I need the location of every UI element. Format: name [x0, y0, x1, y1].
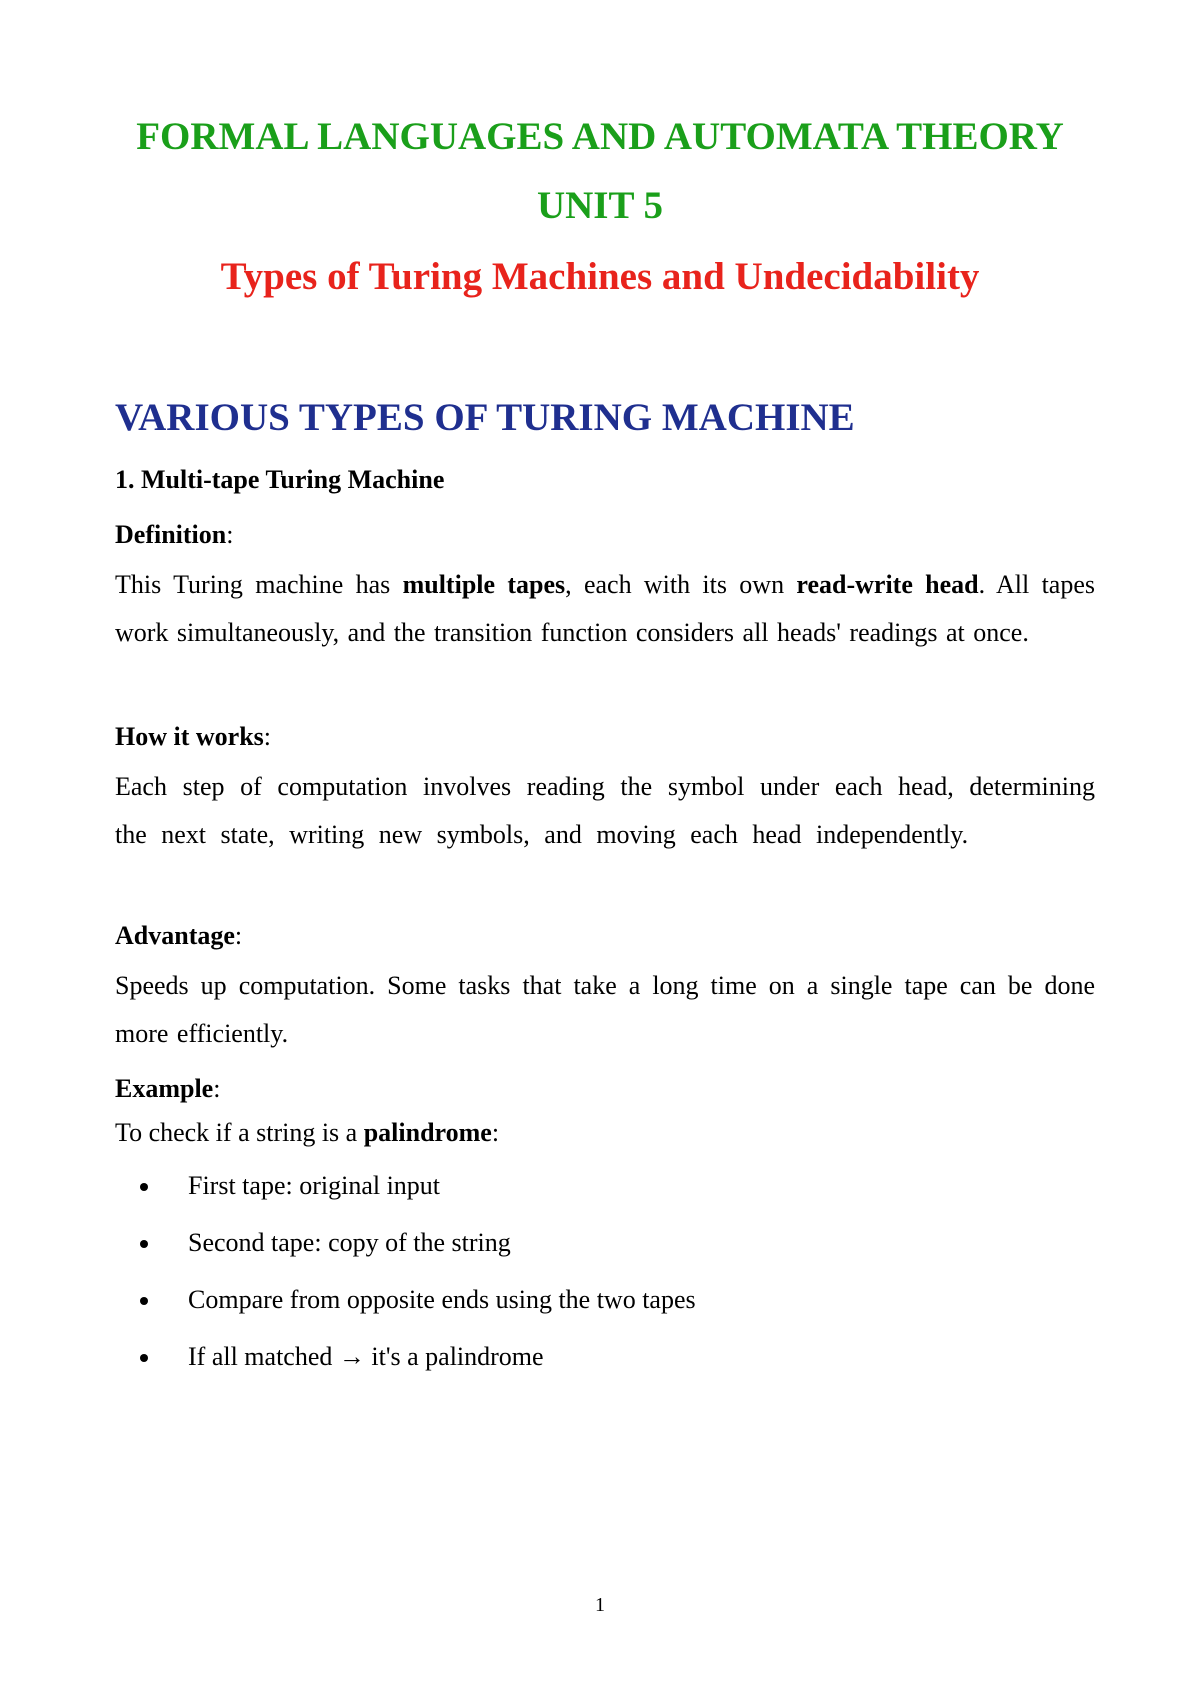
list-item-text: First tape: original input — [188, 1171, 441, 1200]
list-item — [140, 1339, 1040, 1396]
list-item-text: If all matched → it's a palindrome — [188, 1342, 544, 1371]
example-bullet-list — [140, 1168, 1040, 1396]
how-paragraph: Each step of computation involves reading the symbol under each head, determining the next state, writing new symbols, and moving each head independently. — [115, 772, 1095, 849]
bullet-icon — [140, 1183, 148, 1191]
unit-subtitle: Types of Turing Machines and Undecidability — [220, 255, 980, 298]
how-colon: : — [263, 722, 272, 751]
list-item — [140, 1168, 1040, 1225]
advantage-label-line — [115, 918, 1095, 954]
advantage-paragraph: Speeds up computation. Some tasks that take a long time on a single tape can be done more efficiently. — [115, 971, 1095, 1048]
definition-text-3: . All tapes work simultaneously, and the transition function considers all heads' readings at once. — [115, 570, 1095, 647]
example-text-2: : — [491, 1118, 500, 1147]
list-item — [140, 1282, 1040, 1339]
bullet-icon — [140, 1297, 148, 1305]
example-colon: : — [213, 1074, 221, 1103]
how-label: How it works — [115, 722, 264, 751]
page-number: 1 — [595, 1594, 605, 1616]
section-heading: VARIOUS TYPES OF TURING MACHINE — [115, 396, 855, 439]
definition-paragraph — [115, 561, 1095, 657]
advantage-label: Advantage — [115, 921, 235, 950]
example-text-1: To check if a string is a — [115, 1118, 364, 1147]
course-title: FORMAL LANGUAGES AND AUTOMATA THEORY — [136, 115, 1064, 158]
bullet-icon — [140, 1240, 148, 1248]
example-label-line — [115, 1071, 1095, 1107]
list-item — [140, 1225, 1040, 1282]
unit-label: UNIT 5 — [536, 184, 664, 227]
example-label: Example — [115, 1074, 214, 1103]
definition-label-line — [115, 517, 1095, 553]
list-item-text: Second tape: copy of the string — [188, 1228, 511, 1257]
definition-bold-1: multiple tapes — [402, 570, 566, 599]
bullet-icon — [140, 1354, 148, 1362]
list-item-text: Compare from opposite ends using the two tapes — [188, 1285, 696, 1314]
how-label-line — [115, 719, 1095, 755]
example-intro — [115, 1115, 1095, 1151]
definition-text-1: This Turing machine has — [115, 570, 403, 599]
definition-text-2: , each with its own — [565, 570, 797, 599]
example-bold-1: palindrome — [363, 1118, 492, 1147]
definition-bold-2: read-write head — [796, 570, 979, 599]
sub-heading: 1. Multi-tape Turing Machine — [115, 465, 445, 494]
definition-label: Definition — [115, 520, 227, 549]
definition-colon: : — [226, 520, 234, 549]
advantage-colon: : — [234, 921, 243, 950]
